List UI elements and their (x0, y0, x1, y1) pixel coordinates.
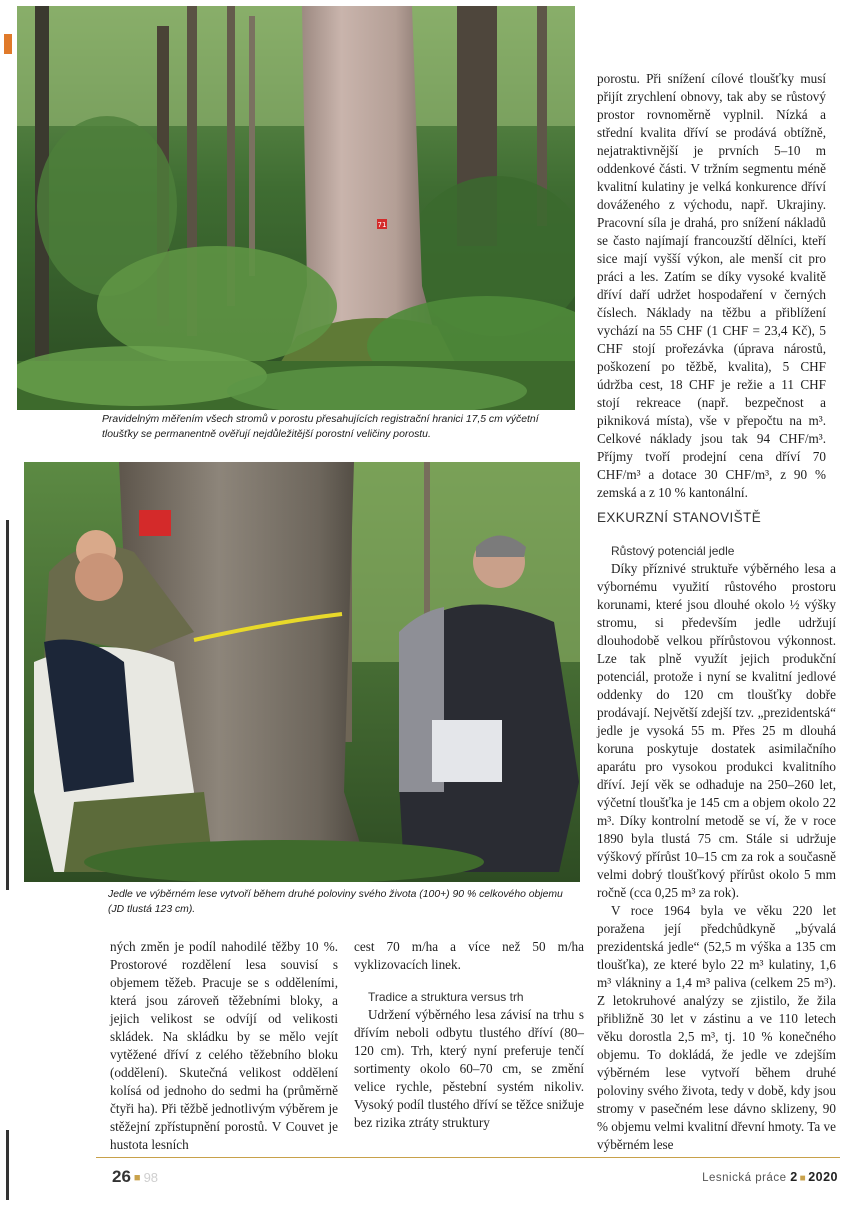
bottom-photo (24, 462, 580, 882)
body-paragraph: cest 70 m/ha a více než 50 m/ha vyklizovacích linek. (354, 939, 584, 972)
section-subtitle: Růstový potenciál jedle (611, 544, 735, 558)
top-photo (17, 6, 575, 410)
square-bullet-icon: ■ (799, 1173, 807, 1184)
right-column-section (597, 542, 836, 1154)
section-title: EXKURZNÍ STANOVIŠTĚ (597, 510, 762, 525)
forest-fir-tree-photo-icon (17, 6, 575, 410)
original-page-number: 98 (143, 1170, 159, 1185)
foresters-measuring-trunk-photo-icon (24, 462, 580, 882)
right-column-top (597, 70, 826, 502)
body-paragraph: V roce 1964 byla ve věku 220 let poražena její předchůdkyně „bývalá prezidentská jedle“ (52,5 m výška a 135 cm tloušťka), ze které bylo 22 m³ kulatiny, 1,6 m³ vlákniny a 1,4 m³ paliva (celkem 25 m³). Z letokruhové analýzy se zjistilo, že žila přibližně 30 let v zástinu a ve 110 letech věku dorostla 2,5 m³, tj. 10 % konečného objemu. To dokládá, že jedle ve zdejším výběrném lese vytvoří během druhé poloviny svého života, tedy v době, kdy jsou stromy v pasečném lese dávno sklizeny, 90 % objemu velmi kvalitní dřevní hmoty. Ta ve výběrném lese (597, 903, 836, 1152)
body-paragraph: Díky příznivé struktuře výběrného lesa a výbornému využití růstového prostoru korunami, které jsou dlouhé okolo ½ výšky stromu, si především jedle udržují dlouhodobě velkou přírůstovou výkonnost. Lze tak plně využít jejich produkční potenciál, protože i nyní se kvalitní jedlové oddenky do 120 cm tloušťky dobře prodávají. Největší zdejší tzv. „prezidentská“ jedle je vysoká 55 m. Přes 25 m dlouhá koruna poskytuje dostatek asimilačního aparátu pro vysokou produkci kvalitního dříví. Její věk se odhaduje na 250–260 let, výčetní tloušťka je 145 cm a objem okolo 22 m³. Díky kontrolní metodě se ví, že v roce 1890 byla tlustá 75 cm. Stále si udržuje výškový přírůst 10–15 cm za rok a současně velmi dobrý tloušťkový přírůst okolo 5 mm ročně (cca 0,25 m³ za rok). (597, 561, 836, 900)
bottom-middle-column (354, 938, 584, 1132)
body-paragraph: ných změn je podíl nahodilé těžby 10 %. Prostorové rozdělení lesa souvisí s objemem těžeb. Pracuje se s odděleními, která jsou zároveň těžebními bloky, a jejich velikost se odvíjí od velikosti skládek. Na skládku by se mělo vejít vytěžené dříví z celého těžebního bloku (oddělení). Skutečná velikost oddělení kolísá od jednoho do sedmi ha (průměrně čtyři ha). Při těžbě jednotlivým výběrem je stěžejní zpřístupnění porostů. V Couvet je hustota lesních (110, 939, 338, 1152)
page-edge-line (6, 1130, 9, 1200)
body-paragraph: porostu. Při snížení cílové tloušťky musí přijít zrychlení obnovy, tak aby se růstový prostor rovnoměrně vyplnil. Nízká a střední kvalita dříví se prodává obtížně, nejatraktivnější je prvních 5–10 m oddenkové části. V tržním segmentu méně kvalitní kulatiny je velká konkurence dříví dováženého z východu, např. Ukrajiny. Pracovní síla je drahá, pro snížení nákladů se často najímají francouzští dělníci, kteří sice mají vyšší výkon, ale menší cit pro práci a les. Zatím se díky vysoké kvalitě dříví daří udržet hospodaření v černých číslech. Náklady na těžbu a přiblížení vychází na 55 CHF (1 CHF = 23,4 Kč), 5 CHF stojí prořezávka (úprava nárostů, poškození po těžbě, kvalita), 5 CHF údržba cest, 18 CHF je režie a 11 CHF stojí rekreace (např. bezpečnost a pikniková místa), vše v přepočtu na m³. Celkové náklady jsou tak 94 CHF/m³. Příjmy tvoří prodejní cena dříví 70 CHF/m³ a dotace 30 CHF/m³, z 90 % zemská a z 10 % kantonální. (597, 71, 826, 500)
page-edge-line (6, 520, 9, 890)
tree-number-mark: 71 (377, 221, 387, 229)
page-edge-tab (4, 34, 12, 54)
page-number-value: 26 (112, 1167, 131, 1186)
journal-footer (702, 1170, 838, 1184)
year: 2020 (808, 1170, 838, 1184)
square-bullet-icon: ■ (133, 1171, 141, 1184)
journal-name: Lesnická práce (702, 1172, 787, 1184)
footer-divider (96, 1157, 840, 1158)
page-number (112, 1167, 158, 1187)
body-paragraph: Udržení výběrného lesa závisí na trhu s dřívím neboli odbytu tlustého dříví (80–120 cm). Trh, který nyní preferuje tenčí sortimenty okolo 60–70 cm, se změní velice rychle, pěstební systém nikoliv. Vysoký podíl tlustého dříví se těžce snižuje bez rizika ztráty struktury (354, 1007, 584, 1130)
issue-number: 2 (790, 1170, 798, 1184)
bottom-left-column (110, 938, 338, 1154)
bottom-photo-caption: Jedle ve výběrném lese vytvoří během druhé poloviny svého života (100+) 90 % celkového objemu (JD tlustá 123 cm). (108, 889, 563, 915)
subsection-title: Tradice a struktura versus trh (368, 990, 524, 1004)
top-photo-caption: Pravidelným měřením všech stromů v porostu přesahujících registrační hranici 17,5 cm výčetní tloušťky se permanentně ověřují nejdůležitější porostní veličiny porostu. (102, 414, 539, 440)
